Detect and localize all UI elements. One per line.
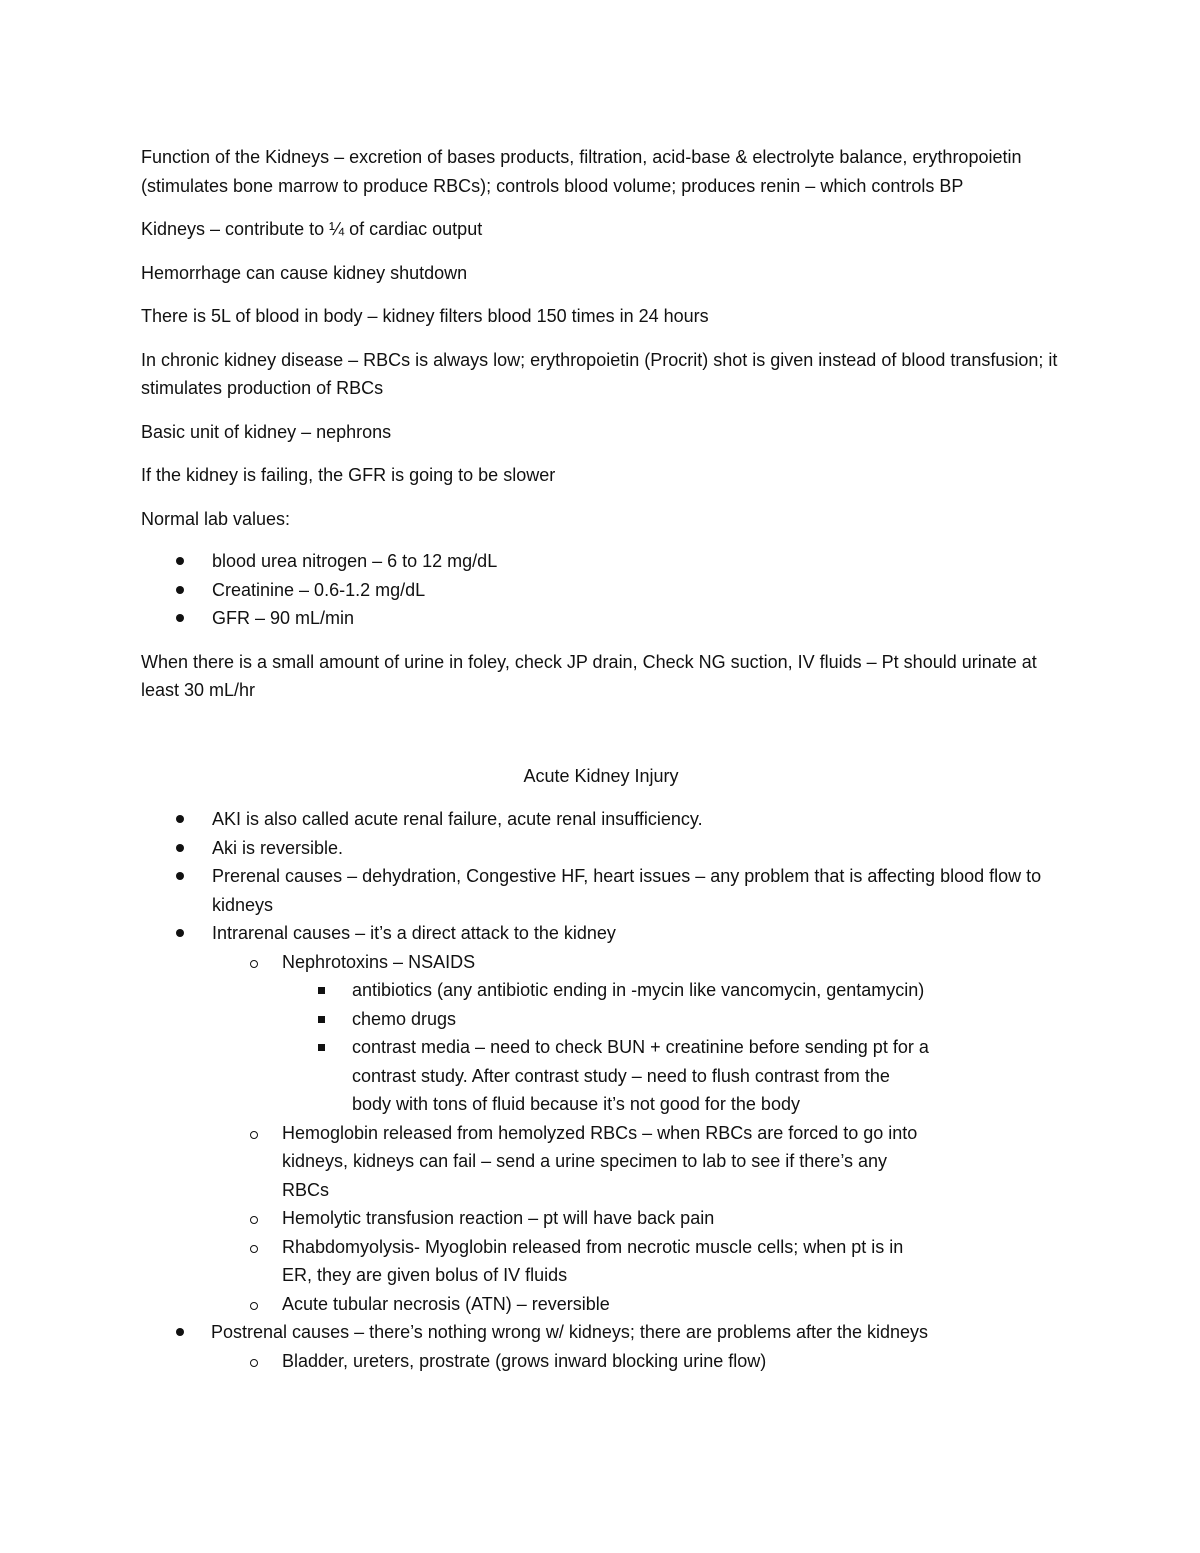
- list-item: Aki is reversible.: [141, 834, 1061, 863]
- list-item: GFR – 90 mL/min: [141, 604, 1061, 633]
- list-item: Acute tubular necrosis (ATN) – reversible: [0, 1290, 1061, 1319]
- list-item: Intrarenal causes – it’s a direct attack to the kidney: [141, 919, 1061, 948]
- bullet-icon: [176, 614, 184, 622]
- circle-bullet-icon: [250, 1359, 258, 1367]
- circle-bullet-icon: [250, 1245, 258, 1253]
- square-bullet-icon: [318, 1016, 325, 1023]
- square-bullet-icon: [318, 987, 325, 994]
- list-item: chemo drugs: [0, 1005, 1061, 1034]
- bullet-icon: [176, 844, 184, 852]
- list-item: AKI is also called acute renal failure, acute renal insufficiency.: [141, 805, 1061, 834]
- intrarenal-sublist: [0, 948, 1061, 1376]
- paragraph-kidney-function: Function of the Kidneys – excretion of bases products, filtration, acid-base & electrolyte balance, erythropoietin (stimulates bone marrow to produce RBCs); controls blood volume; produces renin – which controls BP: [141, 147, 1022, 196]
- paragraph-chronic-kidney-disease: In chronic kidney disease – RBCs is always low; erythropoietin (Procrit) shot is given instead of blood transfusion; it stimulates production of RBCs: [141, 349, 1058, 398]
- section-heading: Acute Kidney Injury: [523, 765, 679, 786]
- paragraph-cardiac-output: Kidneys – contribute to ¼ of cardiac output: [141, 219, 483, 239]
- circle-bullet-icon: [250, 1302, 258, 1310]
- paragraph-hemorrhage: Hemorrhage can cause kidney shutdown: [141, 262, 468, 283]
- lab-values-list: [0, 547, 1061, 633]
- bullet-icon: [176, 1328, 184, 1336]
- bullet-icon: [176, 586, 184, 594]
- list-item: Nephrotoxins – NSAIDS: [0, 948, 1061, 977]
- list-item: Prerenal causes – dehydration, Congestive HF, heart issues – any problem that is affecting blood flow to kidneys: [141, 862, 1061, 919]
- list-item: Hemolytic transfusion reaction – pt will have back pain: [0, 1204, 1061, 1233]
- aki-list: [0, 805, 1061, 948]
- circle-bullet-icon: [250, 1216, 258, 1224]
- list-item: Postrenal causes – there’s nothing wrong w/ kidneys; there are problems after the kidneys: [0, 1318, 1061, 1347]
- bullet-icon: [176, 929, 184, 937]
- paragraph-gfr: If the kidney is failing, the GFR is going to be slower: [141, 465, 556, 485]
- list-item: contrast media – need to check BUN + creatinine before sending pt for a contrast study. After contrast study – need to flush contrast from the body with tons of fluid because it’s not good for the body: [0, 1033, 1061, 1119]
- bullet-icon: [176, 872, 184, 880]
- paragraph-nephrons: Basic unit of kidney – nephrons: [141, 421, 392, 442]
- document-page: [141, 143, 1061, 1375]
- circle-bullet-icon: [250, 960, 258, 968]
- paragraph-urine-note: When there is a small amount of urine in foley, check JP drain, Check NG suction, IV fluids – Pt should urinate at least 30 mL/hr: [141, 651, 1037, 700]
- list-item: Bladder, ureters, prostrate (grows inward blocking urine flow): [0, 1347, 1061, 1376]
- square-bullet-icon: [318, 1044, 325, 1051]
- bullet-icon: [176, 557, 184, 565]
- list-item: blood urea nitrogen – 6 to 12 mg/dL: [141, 547, 1061, 576]
- bullet-icon: [176, 815, 184, 823]
- list-item: antibiotics (any antibiotic ending in -mycin like vancomycin, gentamycin): [0, 976, 1061, 1005]
- paragraph-lab-values-label: Normal lab values:: [141, 508, 291, 529]
- circle-bullet-icon: [250, 1131, 258, 1139]
- list-item: Rhabdomyolysis- Myoglobin released from necrotic muscle cells; when pt is in ER, they are given bolus of IV fluids: [0, 1233, 1061, 1290]
- list-item: Creatinine – 0.6-1.2 mg/dL: [141, 576, 1061, 605]
- list-item: Hemoglobin released from hemolyzed RBCs – when RBCs are forced to go into kidneys, kidneys can fail – send a urine specimen to lab to see if there’s any RBCs: [0, 1119, 1061, 1205]
- paragraph-blood-volume: There is 5L of blood in body – kidney filters blood 150 times in 24 hours: [141, 306, 709, 326]
